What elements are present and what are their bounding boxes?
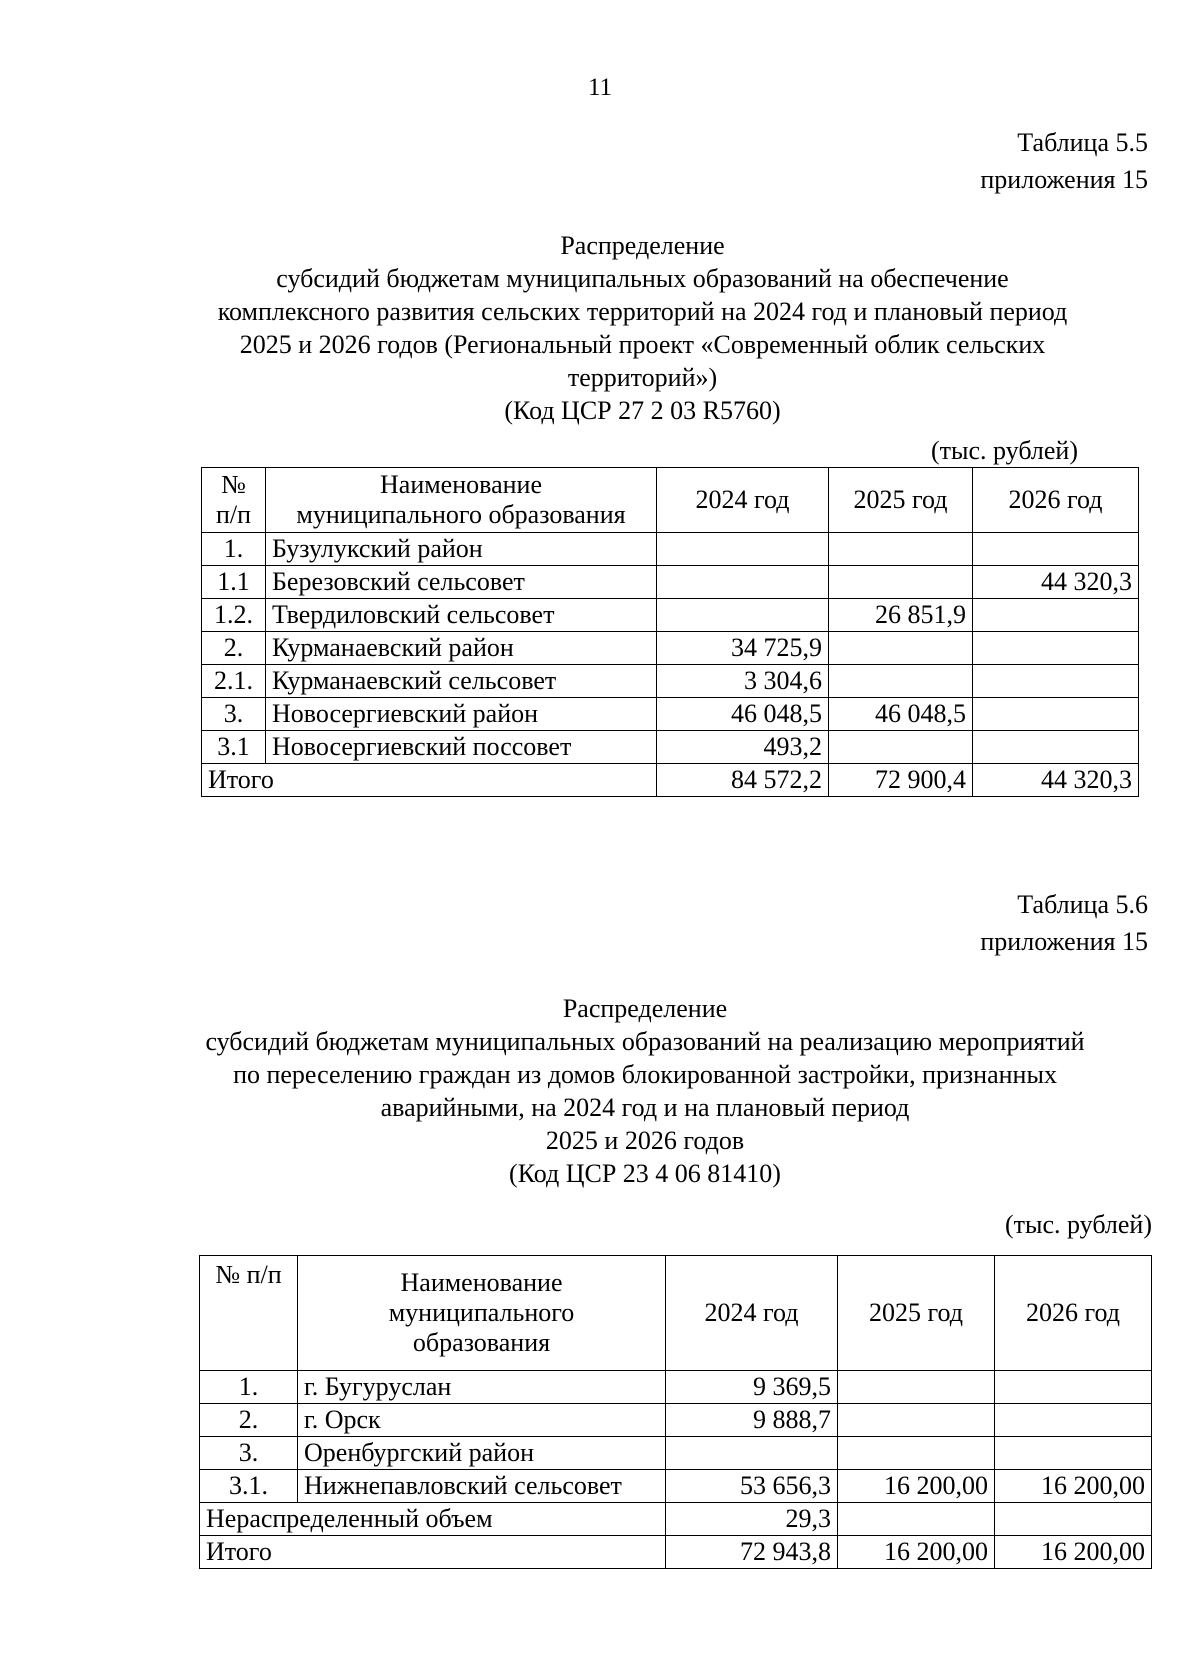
value-2024: 3 304,6: [657, 665, 829, 698]
table-ref-line: приложения 15: [980, 165, 1148, 194]
row-name: Новосергиевский поссовет: [266, 731, 657, 764]
table-row: [200, 1371, 1152, 1404]
value-2026: [995, 1503, 1152, 1536]
row-name: Новосергиевский район: [266, 698, 657, 731]
title-line: 2025 и 2026 годов (Региональный проект «Современный облик сельских: [239, 330, 1046, 359]
value-2025: 26 851,9: [829, 599, 973, 632]
value-2025: [829, 566, 973, 599]
table-row: [200, 1404, 1152, 1437]
col-header-2026: 2026 год: [973, 468, 1139, 533]
table-ref-line: Таблица 5.5: [1017, 128, 1148, 157]
value-2026: 16 200,00: [995, 1470, 1152, 1503]
row-number: 3.1: [202, 731, 266, 764]
table-5-5-reference: [980, 124, 1148, 198]
value-2026: [973, 533, 1139, 566]
col-header-2025: 2025 год: [829, 468, 973, 533]
table-5-5-title: [190, 229, 1095, 427]
row-name: Бузулукский район: [266, 533, 657, 566]
table-row: [200, 1470, 1152, 1503]
value-2026: [973, 731, 1139, 764]
row-number: 1.2.: [202, 599, 266, 632]
col-header-name: Наименование муниципального образования: [266, 468, 657, 533]
table-row: [202, 566, 1139, 599]
value-2025: [829, 632, 973, 665]
table-row: [202, 665, 1139, 698]
value-2024: 9 369,5: [666, 1371, 838, 1404]
title-line: Распределение: [560, 231, 725, 260]
value-2026: [995, 1437, 1152, 1470]
value-2025: [829, 731, 973, 764]
table-row: [202, 731, 1139, 764]
row-number: 3.1.: [200, 1470, 298, 1503]
unallocated-label: Нераспределенный объем: [200, 1503, 666, 1536]
row-number: 1.1: [202, 566, 266, 599]
header-row: [202, 468, 1139, 533]
table-5-6-title: [160, 992, 1130, 1190]
title-line: 2025 и 2026 годов: [545, 1126, 745, 1155]
table-row: [202, 599, 1139, 632]
row-number: 1.: [202, 533, 266, 566]
row-name: г. Бугуруслан: [298, 1371, 666, 1404]
value-2024: 29,3: [666, 1503, 838, 1536]
value-2026: 44 320,3: [973, 566, 1139, 599]
value-2026: [973, 599, 1139, 632]
row-name: Курманаевский сельсовет: [266, 665, 657, 698]
row-number: 2.: [200, 1404, 298, 1437]
table-row: [202, 698, 1139, 731]
col-header-2024: 2024 год: [666, 1256, 838, 1371]
col-header-num: № п/п: [202, 468, 266, 533]
title-line: комплексного развития сельских территорий на 2024 год и плановый период: [217, 297, 1068, 326]
header-row: [200, 1256, 1152, 1371]
col-header-2026: 2026 год: [995, 1256, 1152, 1371]
title-line: субсидий бюджетам муниципальных образований на реализацию мероприятий: [205, 1027, 1085, 1056]
total-2025: 16 200,00: [838, 1536, 995, 1569]
col-header-num: № п/п: [200, 1256, 298, 1371]
title-line: субсидий бюджетам муниципальных образований на обеспечение: [276, 264, 1009, 293]
value-2025: [838, 1404, 995, 1437]
total-2024: 84 572,2: [657, 764, 829, 797]
title-line: территорий»): [567, 363, 718, 392]
row-number: 3.: [202, 698, 266, 731]
table-5-6-reference: [980, 886, 1148, 960]
total-2024: 72 943,8: [666, 1536, 838, 1569]
value-2026: [973, 665, 1139, 698]
col-header-name: Наименование муниципального образования: [298, 1256, 666, 1371]
title-line: аварийными, на 2024 год и на плановый период: [380, 1093, 910, 1122]
value-2025: [829, 665, 973, 698]
value-2024: [666, 1437, 838, 1470]
total-2026: 44 320,3: [973, 764, 1139, 797]
value-2025: 16 200,00: [838, 1470, 995, 1503]
row-name: Курманаевский район: [266, 632, 657, 665]
page-number: 11: [587, 74, 613, 101]
value-2025: [838, 1437, 995, 1470]
row-name: Твердиловский сельсовет: [266, 599, 657, 632]
value-2024: 53 656,3: [666, 1470, 838, 1503]
unallocated-row: [200, 1503, 1152, 1536]
row-name: г. Орск: [298, 1404, 666, 1437]
table-row: [202, 533, 1139, 566]
row-name: Оренбургский район: [298, 1437, 666, 1470]
table-ref-line: Таблица 5.6: [1017, 890, 1148, 919]
value-2024: 34 725,9: [657, 632, 829, 665]
row-number: 2.1.: [202, 665, 266, 698]
value-2025: [838, 1371, 995, 1404]
value-2024: [657, 533, 829, 566]
value-2026: [995, 1404, 1152, 1437]
row-number: 2.: [202, 632, 266, 665]
table-row: [200, 1437, 1152, 1470]
table-5-6: [199, 1255, 1152, 1569]
row-number: 1.: [200, 1371, 298, 1404]
value-2025: 46 048,5: [829, 698, 973, 731]
value-2026: [973, 698, 1139, 731]
row-name: Нижнепавловский сельсовет: [298, 1470, 666, 1503]
col-header-2024: 2024 год: [657, 468, 829, 533]
title-line: по переселению граждан из домов блокированной застройки, признанных: [233, 1060, 1057, 1089]
value-2026: [973, 632, 1139, 665]
title-line: Распределение: [562, 994, 728, 1023]
value-2025: [838, 1503, 995, 1536]
total-row: [200, 1536, 1152, 1569]
col-header-2025: 2025 год: [838, 1256, 995, 1371]
unit-label: (тыс. рублей): [1004, 1210, 1152, 1239]
value-2025: [829, 533, 973, 566]
title-line: (Код ЦСР 27 2 03 R5760): [504, 396, 781, 425]
value-2026: [995, 1371, 1152, 1404]
total-label: Итого: [200, 1536, 666, 1569]
value-2024: [657, 599, 829, 632]
value-2024: [657, 566, 829, 599]
table-ref-line: приложения 15: [980, 927, 1148, 956]
table-5-5: [201, 467, 1139, 797]
total-2026: 16 200,00: [995, 1536, 1152, 1569]
value-2024: 46 048,5: [657, 698, 829, 731]
total-2025: 72 900,4: [829, 764, 973, 797]
total-row: [202, 764, 1139, 797]
unit-label: (тыс. рублей): [930, 436, 1078, 465]
title-line: (Код ЦСР 23 4 06 81410): [509, 1159, 781, 1188]
row-number: 3.: [200, 1437, 298, 1470]
value-2024: 9 888,7: [666, 1404, 838, 1437]
total-label: Итого: [202, 764, 657, 797]
value-2024: 493,2: [657, 731, 829, 764]
table-row: [202, 632, 1139, 665]
row-name: Березовский сельсовет: [266, 566, 657, 599]
